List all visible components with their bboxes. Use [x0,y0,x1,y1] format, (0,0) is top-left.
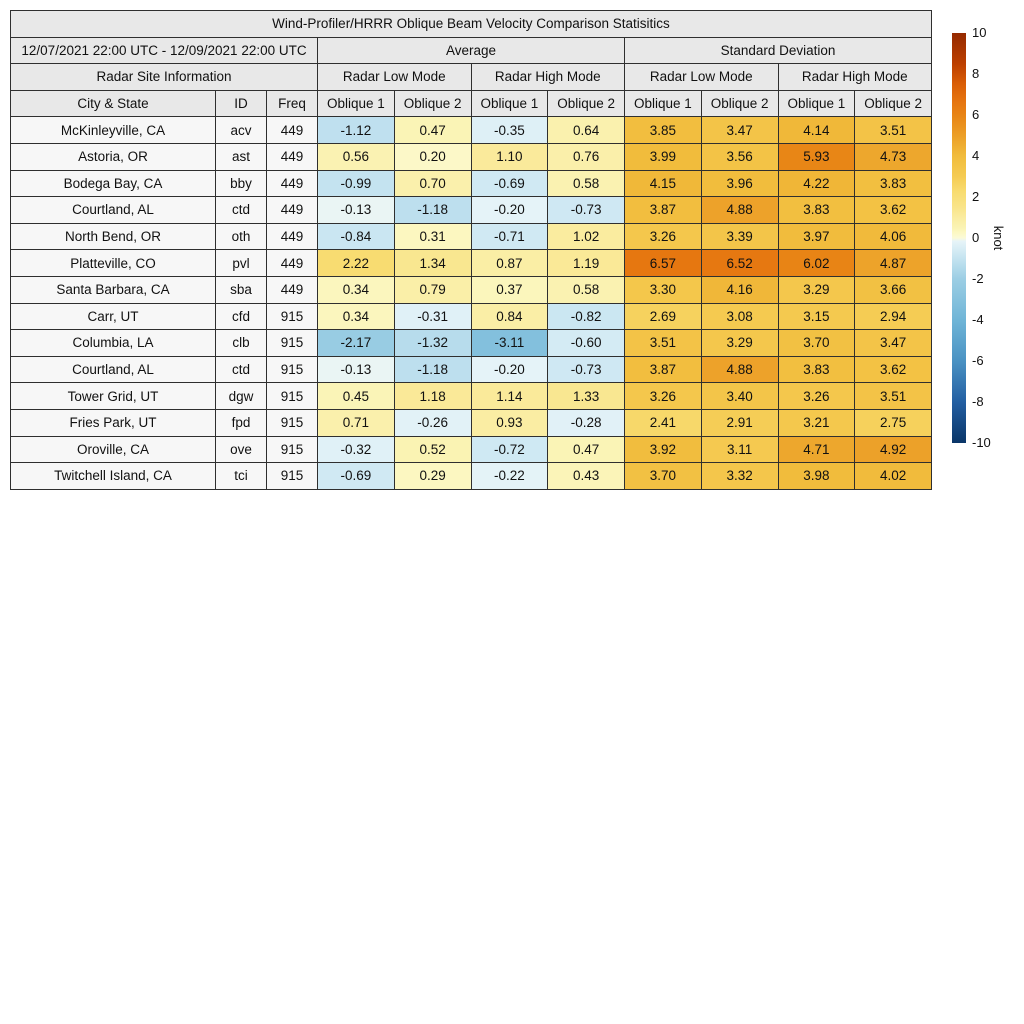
value-cell: 3.87 [625,356,702,383]
value-cell: 3.70 [778,330,855,357]
value-cell: -0.69 [471,170,548,197]
freq-cell: 449 [267,197,318,224]
value-cell: -2.17 [318,330,395,357]
colorbar-tick-label: -10 [972,435,991,450]
table-row [11,276,932,303]
value-cell: -0.82 [548,303,625,330]
column-header: Oblique 1 [625,90,702,117]
value-cell: 3.29 [701,330,778,357]
mode-header: Radar Low Mode [625,64,779,91]
freq-cell: 915 [267,356,318,383]
value-cell: 1.10 [471,143,548,170]
id-cell: ctd [216,197,267,224]
id-cell: clb [216,330,267,357]
city-cell: Courtland, AL [11,356,216,383]
value-cell: 4.92 [855,436,932,463]
value-cell: 4.02 [855,463,932,490]
table-row [11,330,932,357]
title-row [11,11,932,38]
value-cell: 3.51 [625,330,702,357]
colorbar-tick-label: 8 [972,66,980,81]
id-cell: tci [216,463,267,490]
colorbar-tick-label: -4 [972,312,984,327]
value-cell: 0.20 [394,143,471,170]
colorbar-tick-label: 6 [972,107,980,122]
colorbar-tick-label: 10 [972,25,987,40]
value-cell: 4.14 [778,117,855,144]
column-header: Freq [267,90,318,117]
value-cell: -0.84 [318,223,395,250]
value-cell: 3.92 [625,436,702,463]
id-cell: fpd [216,409,267,436]
value-cell: 2.41 [625,409,702,436]
value-cell: 1.18 [394,383,471,410]
value-cell: 3.39 [701,223,778,250]
table-row [11,223,932,250]
value-cell: 3.66 [855,276,932,303]
id-cell: cfd [216,303,267,330]
value-cell: 3.26 [778,383,855,410]
value-cell: 3.26 [625,383,702,410]
value-cell: 1.33 [548,383,625,410]
freq-cell: 915 [267,436,318,463]
id-cell: bby [216,170,267,197]
id-cell: acv [216,117,267,144]
value-cell: 4.16 [701,276,778,303]
colorbar-unit-label: knot [990,225,1006,251]
city-cell: Courtland, AL [11,197,216,224]
value-cell: -3.11 [471,330,548,357]
column-header: ID [216,90,267,117]
value-cell: 0.37 [471,276,548,303]
city-cell: Tower Grid, UT [11,383,216,410]
table-row [11,463,932,490]
value-cell: 3.11 [701,436,778,463]
value-cell: -1.18 [394,197,471,224]
value-cell: 2.75 [855,409,932,436]
value-cell: 0.58 [548,276,625,303]
freq-cell: 449 [267,117,318,144]
value-cell: 3.29 [778,276,855,303]
value-cell: 0.93 [471,409,548,436]
section-header-standard-deviation: Standard Deviation [625,37,932,64]
value-cell: -1.12 [318,117,395,144]
freq-cell: 449 [267,250,318,277]
value-cell: 1.02 [548,223,625,250]
column-header: Oblique 2 [855,90,932,117]
value-cell: 2.94 [855,303,932,330]
value-cell: -0.20 [471,356,548,383]
value-cell: -0.60 [548,330,625,357]
value-cell: 4.73 [855,143,932,170]
colorbar-tick-label: -6 [972,353,984,368]
value-cell: 0.47 [548,436,625,463]
value-cell: -0.13 [318,197,395,224]
id-cell: pvl [216,250,267,277]
value-cell: -0.28 [548,409,625,436]
value-cell: -0.73 [548,197,625,224]
city-cell: Bodega Bay, CA [11,170,216,197]
value-cell: 0.79 [394,276,471,303]
value-cell: 3.21 [778,409,855,436]
column-header: City & State [11,90,216,117]
city-cell: Platteville, CO [11,250,216,277]
value-cell: 3.47 [855,330,932,357]
city-cell: Fries Park, UT [11,409,216,436]
section-header-site-info: Radar Site Information [11,64,318,91]
table-row [11,170,932,197]
table-row [11,143,932,170]
value-cell: 3.96 [701,170,778,197]
table-row [11,409,932,436]
value-cell: -0.22 [471,463,548,490]
value-cell: 0.34 [318,276,395,303]
colorbar-gradient [952,33,966,443]
column-header: Oblique 2 [548,90,625,117]
value-cell: -0.13 [318,356,395,383]
value-cell: 3.62 [855,197,932,224]
table-title: Wind-Profiler/HRRR Oblique Beam Velocity Comparison Statisitics [11,11,932,38]
id-cell: dgw [216,383,267,410]
column-header: Oblique 1 [778,90,855,117]
value-cell: 4.88 [701,197,778,224]
value-cell: 0.76 [548,143,625,170]
id-cell: ove [216,436,267,463]
value-cell: 3.62 [855,356,932,383]
value-cell: -0.32 [318,436,395,463]
value-cell: 1.34 [394,250,471,277]
value-cell: 0.47 [394,117,471,144]
value-cell: 0.45 [318,383,395,410]
value-cell: 1.19 [548,250,625,277]
id-cell: ast [216,143,267,170]
value-cell: 0.87 [471,250,548,277]
value-cell: 3.85 [625,117,702,144]
value-cell: -0.31 [394,303,471,330]
city-cell: McKinleyville, CA [11,117,216,144]
freq-cell: 449 [267,276,318,303]
value-cell: 0.70 [394,170,471,197]
city-cell: Oroville, CA [11,436,216,463]
value-cell: 3.30 [625,276,702,303]
column-header-row [11,90,932,117]
value-cell: 0.31 [394,223,471,250]
mode-header: Radar Low Mode [318,64,472,91]
table-row [11,117,932,144]
value-cell: 3.26 [625,223,702,250]
value-cell: 6.52 [701,250,778,277]
column-header: Oblique 2 [701,90,778,117]
value-cell: 3.83 [778,197,855,224]
colorbar-tick-label: 0 [972,230,980,245]
city-cell: Santa Barbara, CA [11,276,216,303]
value-cell: 0.34 [318,303,395,330]
colorbar-tick-label: -2 [972,271,984,286]
value-cell: 6.02 [778,250,855,277]
value-cell: -0.69 [318,463,395,490]
stats-table [10,10,932,490]
colorbar-tick-label: 4 [972,148,980,163]
table-row [11,383,932,410]
value-cell: -1.32 [394,330,471,357]
value-cell: -0.20 [471,197,548,224]
value-cell: 0.29 [394,463,471,490]
freq-cell: 449 [267,223,318,250]
column-header: Oblique 2 [394,90,471,117]
value-cell: 3.87 [625,197,702,224]
value-cell: 4.06 [855,223,932,250]
table-row [11,303,932,330]
colorbar-tick-label: -8 [972,394,984,409]
value-cell: 0.84 [471,303,548,330]
table-row [11,197,932,224]
value-cell: -0.73 [548,356,625,383]
value-cell: 2.22 [318,250,395,277]
freq-cell: 449 [267,170,318,197]
city-cell: Astoria, OR [11,143,216,170]
value-cell: -0.99 [318,170,395,197]
freq-cell: 915 [267,303,318,330]
value-cell: 4.15 [625,170,702,197]
value-cell: 1.14 [471,383,548,410]
value-cell: 4.88 [701,356,778,383]
colorbar-tick-label: 2 [972,189,980,204]
id-cell: sba [216,276,267,303]
id-cell: ctd [216,356,267,383]
value-cell: 3.15 [778,303,855,330]
mode-header: Radar High Mode [471,64,625,91]
id-cell: oth [216,223,267,250]
column-header: Oblique 1 [471,90,548,117]
section-header-average: Average [318,37,625,64]
city-cell: North Bend, OR [11,223,216,250]
value-cell: 3.32 [701,463,778,490]
value-cell: 3.51 [855,383,932,410]
value-cell: 2.69 [625,303,702,330]
value-cell: -0.35 [471,117,548,144]
mode-header: Radar High Mode [778,64,932,91]
value-cell: 4.87 [855,250,932,277]
value-cell: 3.56 [701,143,778,170]
value-cell: 4.22 [778,170,855,197]
value-cell: 3.47 [701,117,778,144]
city-cell: Carr, UT [11,303,216,330]
value-cell: -0.71 [471,223,548,250]
value-cell: 0.71 [318,409,395,436]
value-cell: -1.18 [394,356,471,383]
section-header-row [11,37,932,64]
value-cell: 0.58 [548,170,625,197]
freq-cell: 915 [267,383,318,410]
value-cell: 6.57 [625,250,702,277]
freq-cell: 915 [267,409,318,436]
value-cell: 0.52 [394,436,471,463]
value-cell: 3.51 [855,117,932,144]
value-cell: -0.26 [394,409,471,436]
value-cell: 3.83 [855,170,932,197]
value-cell: 0.43 [548,463,625,490]
value-cell: 5.93 [778,143,855,170]
freq-cell: 915 [267,463,318,490]
value-cell: 2.91 [701,409,778,436]
date-range: 12/07/2021 22:00 UTC - 12/09/2021 22:00 UTC [11,37,318,64]
table-row [11,436,932,463]
city-cell: Twitchell Island, CA [11,463,216,490]
value-cell: 3.40 [701,383,778,410]
value-cell: 3.97 [778,223,855,250]
value-cell: 3.99 [625,143,702,170]
table-row [11,250,932,277]
city-cell: Columbia, LA [11,330,216,357]
mode-header-row [11,64,932,91]
table-row [11,356,932,383]
value-cell: 0.64 [548,117,625,144]
value-cell: 4.71 [778,436,855,463]
value-cell: 0.56 [318,143,395,170]
value-cell: -0.72 [471,436,548,463]
freq-cell: 915 [267,330,318,357]
column-header: Oblique 1 [318,90,395,117]
value-cell: 3.98 [778,463,855,490]
value-cell: 3.83 [778,356,855,383]
value-cell: 3.08 [701,303,778,330]
freq-cell: 449 [267,143,318,170]
value-cell: 3.70 [625,463,702,490]
